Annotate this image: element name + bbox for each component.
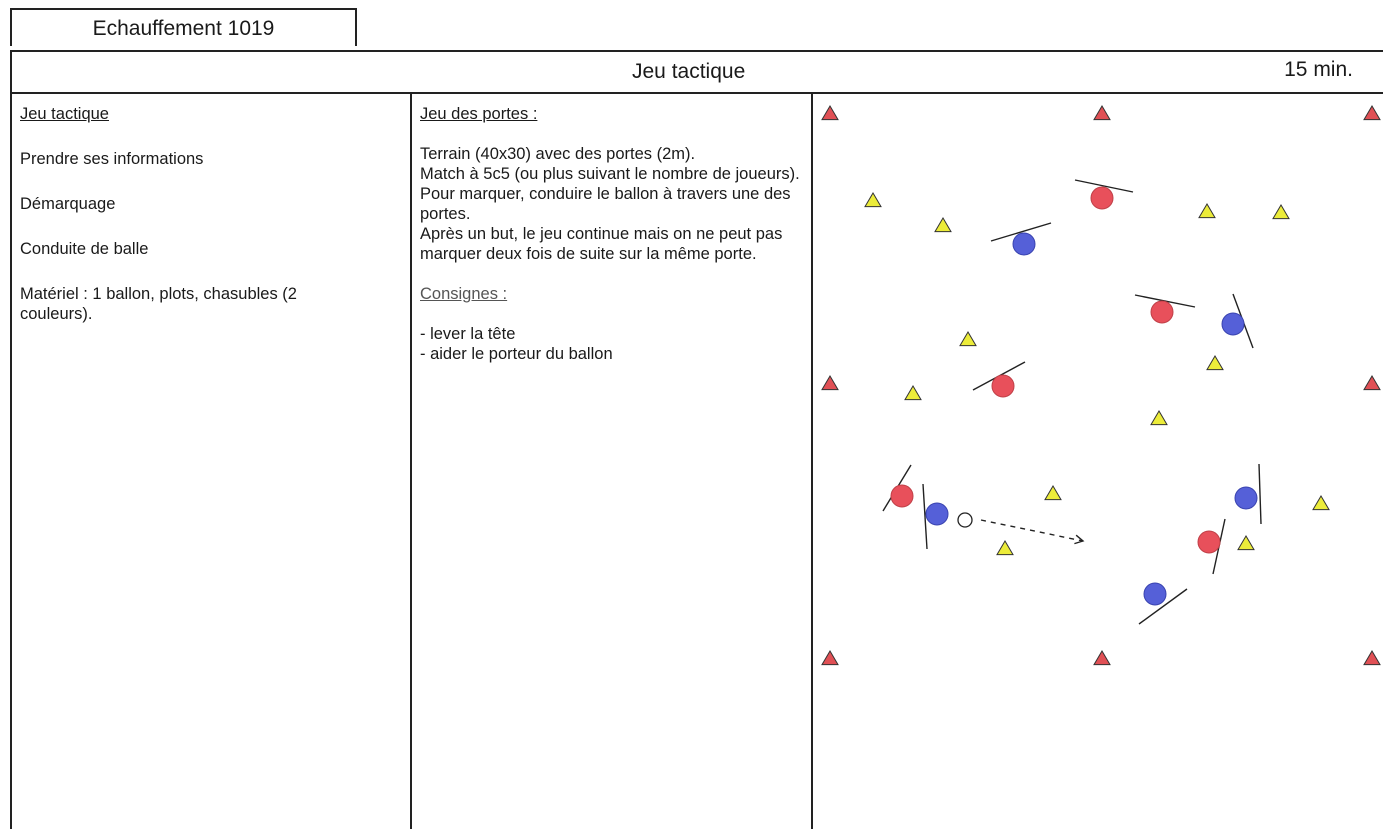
red-player <box>992 375 1014 397</box>
blue-player <box>1222 313 1244 335</box>
dribble-arrow <box>981 520 1083 541</box>
red-player <box>1091 187 1113 209</box>
red-cone <box>822 651 838 665</box>
red-cone <box>1364 106 1380 120</box>
description-column <box>410 94 811 829</box>
diagram-column <box>811 94 1383 829</box>
arrow-head <box>1074 535 1083 543</box>
red-cone <box>822 106 838 120</box>
yellow-cone <box>935 218 951 232</box>
yellow-cone <box>1273 205 1289 219</box>
blue-player <box>1235 487 1257 509</box>
yellow-cone <box>1151 411 1167 425</box>
sheet-title: Echauffement 1019 <box>10 8 357 46</box>
header-bar <box>10 50 1383 94</box>
consigne-item: - aider le porteur du ballon <box>420 345 613 363</box>
description-line: Pour marquer, conduire le ballon à travers une des portes. <box>420 185 791 223</box>
gate-line <box>1259 464 1261 524</box>
yellow-cone <box>1045 486 1061 500</box>
consignes-heading: Consignes : <box>420 285 508 303</box>
field-diagram <box>813 94 1383 829</box>
yellow-cone <box>905 386 921 400</box>
red-cone <box>1094 651 1110 665</box>
objective-item: Prendre ses informations <box>20 150 204 168</box>
header-duration: 15 min. <box>1284 58 1353 81</box>
description-line: Terrain (40x30) avec des portes (2m). <box>420 145 696 163</box>
material-text: Matériel : 1 ballon, plots, chasubles (2 couleurs). <box>20 285 297 323</box>
blue-player <box>1144 583 1166 605</box>
objectives-column <box>10 94 410 829</box>
red-cone <box>1094 106 1110 120</box>
yellow-cone <box>960 332 976 346</box>
yellow-cone <box>997 541 1013 555</box>
red-cone <box>1364 651 1380 665</box>
red-player <box>891 485 913 507</box>
ball <box>958 513 972 527</box>
objective-item: Démarquage <box>20 195 116 213</box>
consigne-item: - lever la tête <box>420 325 516 343</box>
red-cone <box>1364 376 1380 390</box>
blue-player <box>926 503 948 525</box>
yellow-cone <box>1199 204 1215 218</box>
blue-player <box>1013 233 1035 255</box>
description-heading: Jeu des portes : <box>420 105 538 123</box>
header-title: Jeu tactique <box>632 60 746 83</box>
description-line: Match à 5c5 (ou plus suivant le nombre de joueurs). <box>420 165 800 183</box>
red-player <box>1198 531 1220 553</box>
yellow-cone <box>865 193 881 207</box>
objectives-heading: Jeu tactique <box>20 105 109 123</box>
yellow-cone <box>1313 496 1329 510</box>
objective-item: Conduite de balle <box>20 240 149 258</box>
red-player <box>1151 301 1173 323</box>
description-line: Après un but, le jeu continue mais on ne peut pas marquer deux fois de suite sur la même porte. <box>420 225 783 263</box>
yellow-cone <box>1207 356 1223 370</box>
yellow-cone <box>1238 536 1254 550</box>
red-cone <box>822 376 838 390</box>
